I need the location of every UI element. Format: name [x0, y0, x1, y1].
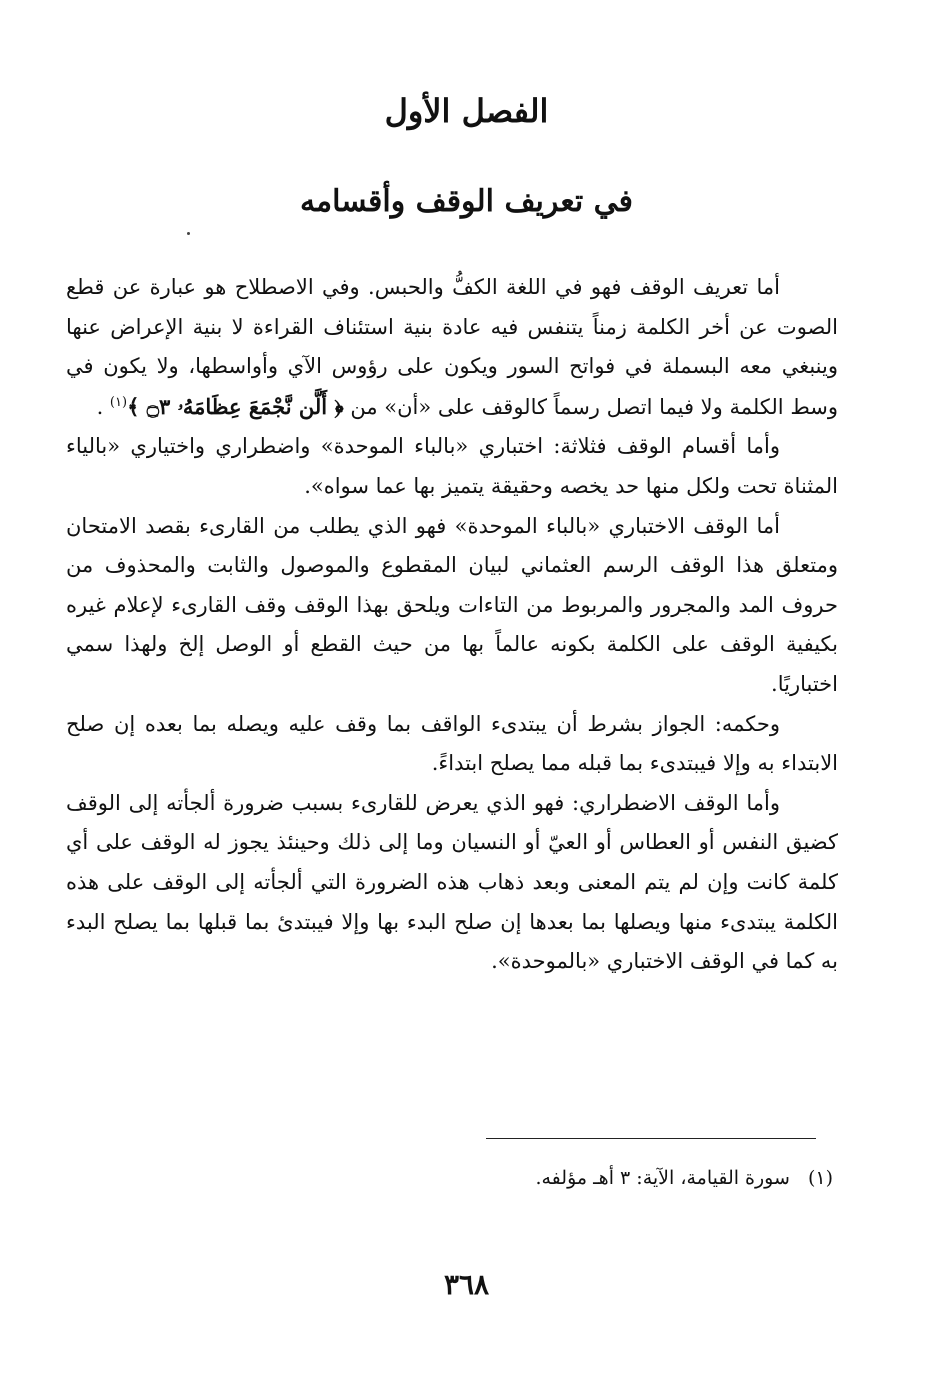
page-number: ٣٦٨ [443, 1268, 490, 1301]
quran-verse: ﴿ أَلَّن نَّجْمَعَ عِظَامَهُۥ ۝٣ ﴾ [127, 393, 344, 419]
footnote-reference[interactable]: (١) [109, 394, 128, 410]
paragraph-end: . [96, 394, 110, 419]
paragraph-types: وأما أقسام الوقف فثلاثة: اختباري «بالباء الموحدة» واضطراري واختياري «بالياء المثناة تحت ولكل منها حد يخصه وحقيقة يتميز بها عما سواه». [66, 434, 838, 498]
footnote-divider [486, 1138, 816, 1139]
footnote [535, 1166, 833, 1191]
paragraph-idtirari: وأما الوقف الاضطراري: فهو الذي يعرض للقارىء بسبب ضرورة ألجأته إلى الوقف كضيق النفس أو العطاس أو العيّ أو النسيان وما إلى ذلك وحينئذ يجوز له الوقف على أي كلمة كانت وإن لم يتم المعنى وبعد ذهاب هذه الضرورة التي ألجأته إلى الوقف على هذه الكلمة يبتدىء منها ويصلها بما بعدها إن صلح البدء بها وإلا فيبتدئ بما قبلها بما يصلح البدء به كما في الوقف الاختباري «بالموحدة». [66, 790, 838, 974]
paragraph-definition [66, 268, 838, 427]
chapter-title: الفصل الأول [384, 92, 549, 130]
body-text [66, 268, 838, 982]
paragraph-text: أما تعريف الوقف فهو في اللغة الكفُّ والحبس. وفي الاصطلاح هو عبارة عن قطع الصوت عن أخر الكلمة زمناً يتنفس فيه عادة بنية استئناف القراءة لا بنية الإعراض عنها وينبغي معه البسملة في فواتح السور ويكون على رؤوس الآي وأواسطها، ولا يكون في وسط الكلمة ولا فيما اتصل رسماً كالوقف على «أن» من [66, 275, 838, 419]
paragraph-ruling: وحكمه: الجواز بشرط أن يبتدىء الواقف بما وقف عليه ويصله بما بعده إن صلح الابتداء به وإلا فيبتدىء بما قبله مما يصلح ابتداءً. [66, 711, 838, 776]
chapter-subtitle: في تعريف الوقف وأقسامه [299, 184, 634, 219]
footnote-number: (١) [807, 1167, 833, 1189]
print-speck [187, 232, 190, 235]
paragraph-ikhtibari: أما الوقف الاختباري «بالباء الموحدة» فهو الذي يطلب من القارىء بقصد الامتحان ومتعلق هذا الوقف الرسم العثماني لبيان المقطوع والموصول والثابت والمحذوف من حروف المد والمجرور والمربوط من التاءات ويلحق بهذا الوقف وقف القارىء لإعلام غيره بكيفية الوقف على الكلمة بكونه عالماً بها من حيث القطع أو الوصل إلخ ولهذا سمي اختباريًا. [66, 513, 838, 696]
footnote-text: سورة القيامة، الآية: ٣ أهـ مؤلفه. [535, 1167, 790, 1189]
